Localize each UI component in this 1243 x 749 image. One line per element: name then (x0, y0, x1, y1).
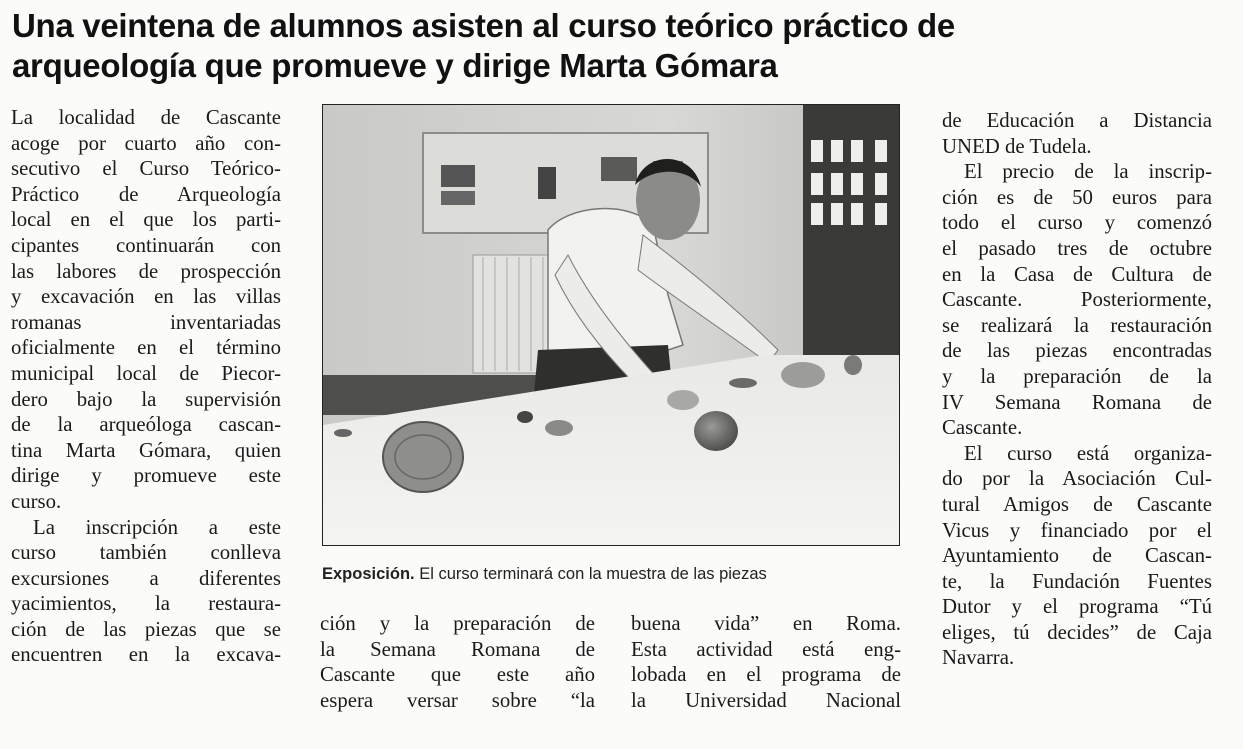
caption-label: Exposición. (322, 565, 415, 583)
text-line: encuentren en la excava- (11, 643, 281, 667)
headline (12, 6, 1212, 86)
text-line: de la arqueóloga cascan- (11, 413, 281, 437)
text-line: Cascante. Posteriormente, (942, 288, 1212, 312)
text-line: eliges, tú decides” de Caja (942, 620, 1212, 644)
headline-line-1: Una veintena de alumnos asisten al curso teórico práctico de (12, 7, 955, 44)
text-line: se realizará la restauración (942, 313, 1212, 337)
text-line: romanas inventariadas (11, 310, 281, 334)
text-line: dero bajo la supervisión (11, 387, 281, 411)
text-line: todo el curso y comenzó (942, 211, 1212, 235)
text-line: acoge por cuarto año con- (11, 131, 281, 155)
text-line: UNED de Tudela. (942, 134, 1092, 158)
text-line: de Educación a Distancia (942, 109, 1212, 132)
text-line: el pasado tres de octubre (942, 236, 1212, 260)
article-column-4 (942, 108, 1212, 671)
caption-text: El curso terminará con la muestra de las piezas (419, 565, 767, 583)
text-line: El precio de la inscrip- (964, 160, 1212, 184)
text-line: excursiones a diferentes (11, 566, 281, 590)
exhibition-photo (322, 104, 900, 546)
article-column-3 (631, 611, 901, 713)
text-line: do por la Asociación Cul- (942, 467, 1212, 491)
text-line: secutivo el Curso Teórico- (11, 157, 281, 181)
article-column-1 (11, 105, 281, 668)
text-line: Vicus y financiado por el (942, 518, 1212, 542)
text-line: Esta actividad está eng- (631, 637, 901, 661)
text-line: La inscripción a este (33, 515, 281, 539)
photo-caption (322, 563, 902, 585)
text-line: curso también conlleva (11, 541, 281, 565)
text-line: IV Semana Romana de (942, 390, 1212, 414)
text-line: Cascante. (942, 416, 1023, 440)
text-line: local en el que los parti- (11, 208, 281, 232)
text-line: Dutor y el programa “Tú (942, 595, 1212, 619)
text-line: curso. (11, 489, 62, 513)
text-line: tina Marta Gómara, quien (11, 438, 281, 462)
text-line: las labores de prospección (11, 259, 281, 283)
text-line: Ayuntamiento de Cascan- (942, 544, 1212, 568)
text-line: dirige y promueve este (11, 464, 281, 488)
text-line: buena vida” en Roma. (631, 612, 901, 635)
text-line: en la Casa de Cultura de (942, 262, 1212, 286)
text-line: tural Amigos de Cascante (942, 492, 1212, 516)
text-line: Cascante que este año (320, 663, 595, 687)
article-column-2 (320, 611, 595, 713)
text-line: Práctico de Arqueología (11, 182, 281, 206)
text-line: ción de las piezas que se (11, 617, 281, 641)
text-line: y excavación en las villas (11, 285, 281, 309)
text-line: Navarra. (942, 646, 1015, 670)
text-line: oficialmente en el término (11, 336, 281, 360)
text-line: cipantes continuarán con (11, 233, 281, 257)
text-line: municipal local de Piecor- (11, 361, 281, 385)
text-line: espera versar sobre “la (320, 688, 595, 712)
text-line: ción y la preparación de (320, 612, 595, 635)
text-line: La localidad de Cascante (11, 106, 281, 129)
text-line: de las piezas encontradas (942, 339, 1212, 363)
text-line: ción es de 50 euros para (942, 185, 1212, 209)
text-line: El curso está organiza- (964, 441, 1212, 465)
text-line: la Semana Romana de (320, 637, 595, 661)
text-line: y la preparación de la (942, 364, 1212, 388)
text-line: te, la Fundación Fuentes (942, 569, 1212, 593)
text-line: yacimientos, la restaura- (11, 592, 281, 616)
text-line: la Universidad Nacional (631, 688, 901, 712)
headline-line-2: arqueología que promueve y dirige Marta Gómara (12, 47, 778, 84)
text-line: lobada en el programa de (631, 663, 901, 687)
photo-illustration (323, 105, 899, 545)
